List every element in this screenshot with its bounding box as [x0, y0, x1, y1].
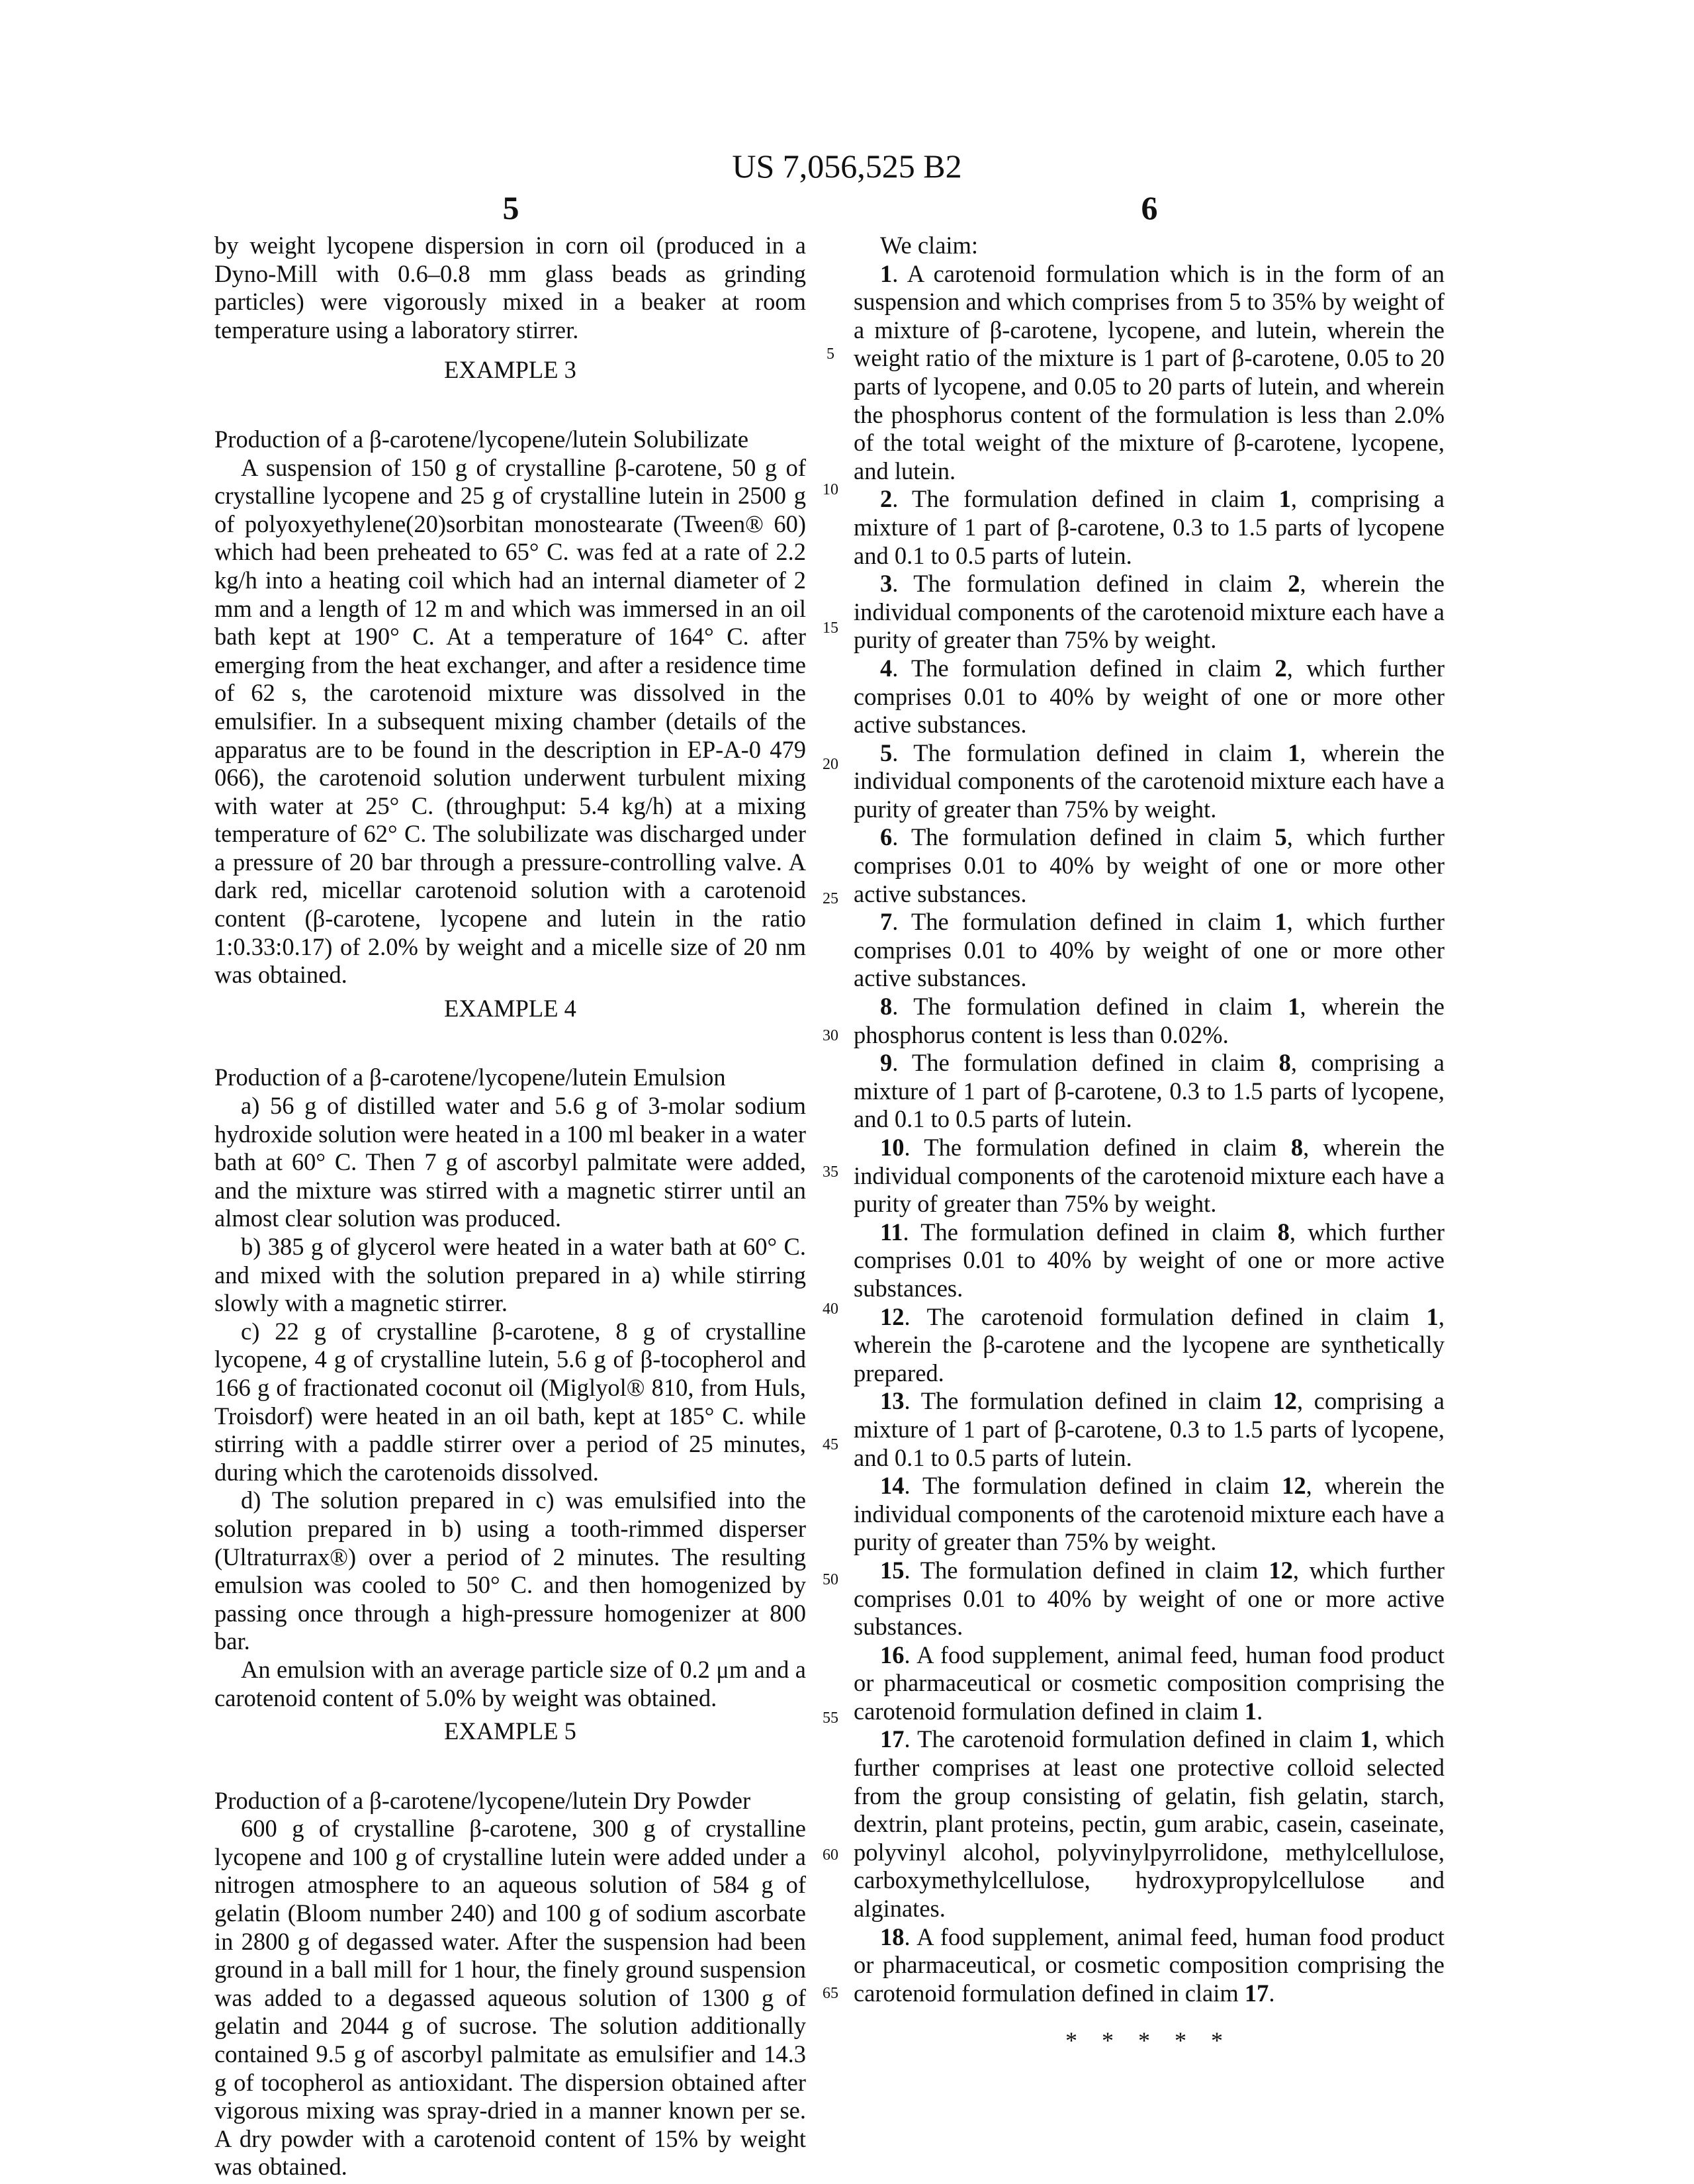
- left-column: [214, 232, 806, 2181]
- line-number: 35: [811, 1163, 850, 1181]
- claim-text: , comprising a mixture of 1 part of β-carotene, 0.3 to 1.5 parts of lycopene, and 0.1 to 0.5 parts of lutein.: [854, 1387, 1445, 1471]
- example-3-text: A suspension of 150 g of crystalline β-carotene, 50 g of crystalline lycopene and 25 g of crystalline lutein in 2500 g of polyoxyethylene(20)sorbitan monostearate (Tween® 60) which had been preheated to 65° C. was fed at a rate of 2.2 kg/h into a heating coil which had an internal diameter of 2 mm and a length of 12 m and which was immersed in an oil bath kept at 190° C. At a temperature of 164° C. after emerging from the heat exchanger, and after a residence time of 62 s, the carotenoid mixture was dissolved in the emulsifier. In a subsequent mixing chamber (details of the apparatus are to be found in the description in EP-A-0 479 066), the carotenoid solution underwent turbulent mixing with water at 25° C. (throughput: 5.4 kg/h) at a mixing temperature of 62° C. The solubilizate was discharged under a pressure of 20 bar through a pressure-controlling valve. A dark red, micellar carotenoid solution with a carotenoid content (β-carotene, lycopene and lutein in the ratio 1:0.33:0.17) of 2.0% by weight and a micelle size of 20 nm was obtained.: [214, 454, 806, 989]
- example-5-text: 600 g of crystalline β-carotene, 300 g of crystalline lycopene and 100 g of crystalline lutein were added under a nitrogen atmosphere to an aqueous solution of 584 g of gelatin (Bloom number 240) and 100 g of sodium ascorbate in 2800 g of degassed water. After the suspension had been ground in a ball mill for 1 hour, the finely ground suspension was added to a degassed aqueous solution of 1300 g of gelatin and 2044 g of sucrose. The solution additionally contained 9.5 g of ascorbyl palmitate as emulsifier and 14.3 g of tocopherol as antioxidant. The dispersion obtained after vigorous mixing was spray-dried in a manner known per se. A dry powder with a carotenoid content of 15% by weight was obtained.: [214, 1815, 806, 2181]
- claim-number: 6: [880, 823, 892, 850]
- claim-text: , comprising a mixture of 1 part of β-carotene, 0.3 to 1.5 parts of lycopene and 0.1 to 0.5 parts of lutein.: [854, 485, 1445, 569]
- claim-text: . The carotenoid formulation defined in claim: [905, 1725, 1360, 1752]
- claim-text: , which further comprises 0.01 to 40% by weight of one or more other active substances.: [854, 908, 1445, 991]
- claim-number: 10: [880, 1134, 905, 1161]
- claim-text: . The formulation defined in claim: [892, 655, 1274, 682]
- claim-18: [854, 1923, 1445, 2008]
- claim-text: , wherein the individual components of the carotenoid mixture each have a purity of greater than 75% by weight.: [854, 1472, 1445, 1555]
- example-3-heading: Production of a β-carotene/lycopene/lutein Solubilizate: [214, 426, 806, 454]
- claim-4: [854, 655, 1445, 739]
- claim-12: [854, 1303, 1445, 1388]
- line-number: 40: [811, 1300, 850, 1318]
- claim-reference: 12: [1282, 1472, 1306, 1499]
- column-number-right: 6: [1083, 189, 1216, 227]
- claim-text: , which further comprises 0.01 to 40% by weight of one or more other active substances.: [854, 823, 1445, 907]
- claim-text: . The formulation defined in claim: [892, 739, 1288, 766]
- claim-2: [854, 485, 1445, 570]
- example-5-title: EXAMPLE 5: [214, 1717, 806, 1746]
- claim-number: 4: [880, 655, 892, 682]
- claim-text: , wherein the phosphorus content is less than 0.02%.: [854, 993, 1445, 1048]
- claim-text: . The formulation defined in claim: [892, 993, 1288, 1020]
- line-number: 20: [811, 756, 850, 774]
- claim-text: , wherein the individual components of the carotenoid mixture each have a purity of greater than 75% by weight.: [854, 1134, 1445, 1217]
- claim-text: , wherein the individual components of the carotenoid mixture each have a purity of greater than 75% by weight.: [854, 739, 1445, 823]
- claim-reference: 1: [1288, 739, 1300, 766]
- claim-3: [854, 570, 1445, 655]
- claim-text: . The formulation defined in claim: [905, 1557, 1269, 1584]
- end-marks: * * * * *: [1065, 2026, 1223, 2054]
- claim-10: [854, 1134, 1445, 1218]
- claim-reference: 1: [1288, 993, 1300, 1020]
- example-3-title: EXAMPLE 3: [214, 356, 806, 385]
- example-5-heading: Production of a β-carotene/lycopene/lutein Dry Powder: [214, 1787, 806, 1815]
- claim-1: [854, 260, 1445, 486]
- example-4-heading: Production of a β-carotene/lycopene/lutein Emulsion: [214, 1064, 806, 1092]
- line-number: 55: [811, 1709, 850, 1727]
- claim-reference: 8: [1279, 1049, 1291, 1076]
- claim-13: [854, 1387, 1445, 1472]
- claim-16: [854, 1641, 1445, 1726]
- claim-text: . A food supplement, animal feed, human food product or pharmaceutical or cosmetic composition comprising the carotenoid formulation defined in claim: [854, 1641, 1445, 1725]
- line-number: 10: [811, 481, 850, 499]
- line-number: 25: [811, 890, 850, 908]
- claim-number: 13: [880, 1387, 905, 1414]
- example-4-step-d: d) The solution prepared in c) was emulsified into the solution prepared in b) using a tooth-rimmed disperser (Ultraturrax®) over a period of 2 minutes. The resulting emulsion was cooled to 50° C. and then homogenized by passing once through a high-pressure homogenizer at 800 bar.: [214, 1486, 806, 1656]
- claim-9: [854, 1049, 1445, 1134]
- claim-text: . The formulation defined in claim: [892, 570, 1288, 597]
- claim-reference: 17: [1245, 1979, 1269, 2007]
- claim-text: . The formulation defined in claim: [905, 1387, 1273, 1414]
- claim-reference: 1: [1275, 908, 1287, 935]
- claim-text: , wherein the individual components of the carotenoid mixture each have a purity of greater than 75% by weight.: [854, 570, 1445, 653]
- claim-14: [854, 1472, 1445, 1557]
- claim-text: , which further comprises at least one protective colloid selected from the group consisting of gelatin, fish gelatin, starch, dextrin, plant proteins, pectin, gum arabic, casein, caseinate, polyvinyl alcohol, polyvinylpyrrolidone, methylcellulose, carboxymethylcellulose, hydroxypropylcellulose and alginates.: [854, 1725, 1445, 1922]
- line-number: 50: [811, 1571, 850, 1589]
- claim-text: , which further comprises 0.01 to 40% by weight of one or more active substances.: [854, 1218, 1445, 1302]
- claim-text: . The carotenoid formulation defined in claim: [905, 1303, 1427, 1330]
- claim-text: . The formulation defined in claim: [905, 1134, 1291, 1161]
- claim-5: [854, 739, 1445, 824]
- claim-8: [854, 993, 1445, 1049]
- example-4-step-c: c) 22 g of crystalline β-carotene, 8 g of crystalline lycopene, 4 g of crystalline lutein, 5.6 g of β-tocopherol and 166 g of fractionated coconut oil (Miglyol® 810, from Huls, Troisdorf) were heated in an oil bath, kept at 185° C. while stirring with a paddle stirrer over a period of 25 minutes, during which the carotenoids dissolved.: [214, 1318, 806, 1487]
- claim-number: 1: [880, 260, 892, 287]
- claim-text: . The formulation defined in claim: [892, 823, 1274, 850]
- claims-list: [854, 260, 1445, 2008]
- claim-reference: 1: [1279, 485, 1291, 512]
- claim-number: 14: [880, 1472, 905, 1499]
- claim-number: 16: [880, 1641, 905, 1668]
- claim-number: 18: [880, 1923, 905, 1950]
- line-number: 15: [811, 619, 850, 637]
- claim-7: [854, 908, 1445, 993]
- claim-15: [854, 1557, 1445, 1641]
- example-4-step-b: b) 385 g of glycerol were heated in a water bath at 60° C. and mixed with the solution prepared in a) while stirring slowly with a magnetic stirrer.: [214, 1233, 806, 1318]
- claim-number: 12: [880, 1303, 905, 1330]
- claim-number: 5: [880, 739, 892, 766]
- claim-reference: 2: [1275, 655, 1287, 682]
- claim-text: . The formulation defined in claim: [892, 1049, 1278, 1076]
- claim-number: 8: [880, 993, 892, 1020]
- claim-reference: 5: [1275, 823, 1287, 850]
- claim-text: . A food supplement, animal feed, human food product or pharmaceutical, or cosmetic composition comprising the carotenoid formulation defined in claim: [854, 1923, 1445, 2007]
- claim-number: 3: [880, 570, 892, 597]
- claim-reference: 2: [1288, 570, 1300, 597]
- claim-text: . The formulation defined in claim: [905, 1472, 1282, 1499]
- claims-intro: We claim:: [854, 232, 1445, 260]
- example-4-step-a: a) 56 g of distilled water and 5.6 g of 3-molar sodium hydroxide solution were heated in a 100 ml beaker in a water bath at 60° C. Then 7 g of ascorbyl palmitate were added, and the mixture was stirred with a magnetic stirrer until an almost clear solution was produced.: [214, 1092, 806, 1233]
- claim-reference: 1: [1427, 1303, 1439, 1330]
- claim-text: , wherein the β-carotene and the lycopene are synthetically prepared.: [854, 1303, 1445, 1387]
- line-number: 60: [811, 1846, 850, 1864]
- claim-6: [854, 823, 1445, 908]
- right-column: [854, 232, 1445, 2007]
- claim-text: . The formulation defined in claim: [892, 485, 1278, 512]
- column-number-left: 5: [445, 189, 577, 227]
- line-number: 30: [811, 1027, 850, 1045]
- claim-number: 2: [880, 485, 892, 512]
- line-number: 45: [811, 1436, 850, 1454]
- claim-number: 17: [880, 1725, 905, 1752]
- line-number: 65: [811, 1985, 850, 2003]
- continuation-paragraph: by weight lycopene dispersion in corn oil (produced in a Dyno-Mill with 0.6–0.8 mm glass beads as grinding particles) were vigorously mixed in a beaker at room temperature using a laboratory stirrer.: [214, 232, 806, 344]
- claim-17: [854, 1725, 1445, 1923]
- claim-text: . A carotenoid formulation which is in the form of an suspension and which comprises from 5 to 35% by weight of a mixture of β-carotene, lycopene, and lutein, wherein the weight ratio of the mixture is 1 part of β-carotene, 0.05 to 20 parts of lycopene, and 0.05 to 20 parts of lutein, and wherein the phosphorus content of the formulation is less than 2.0% of the total weight of the mixture of β-carotene, lycopene, and lutein.: [854, 260, 1445, 484]
- claim-reference: 8: [1291, 1134, 1303, 1161]
- claim-number: 15: [880, 1557, 905, 1584]
- claim-number: 7: [880, 908, 892, 935]
- example-4-title: EXAMPLE 4: [214, 995, 806, 1023]
- claim-text: , which further comprises 0.01 to 40% by weight of one or more other active substances.: [854, 655, 1445, 738]
- claim-number: 9: [880, 1049, 892, 1076]
- claim-text: . The formulation defined in claim: [892, 908, 1274, 935]
- claim-number: 11: [880, 1218, 903, 1246]
- example-4-result: An emulsion with an average particle size of 0.2 μm and a carotenoid content of 5.0% by weight was obtained.: [214, 1656, 806, 1712]
- claim-text: . The formulation defined in claim: [903, 1218, 1278, 1246]
- patent-number: US 7,056,525 B2: [0, 147, 1694, 185]
- claim-reference: 1: [1360, 1725, 1372, 1752]
- claim-11: [854, 1218, 1445, 1303]
- claim-text: , which further comprises 0.01 to 40% by weight of one or more active substances.: [854, 1557, 1445, 1640]
- claim-reference: 12: [1272, 1387, 1297, 1414]
- claim-reference: 8: [1278, 1218, 1290, 1246]
- claim-text: .: [1269, 1979, 1274, 2007]
- claim-reference: 12: [1269, 1557, 1293, 1584]
- claim-reference: 1: [1245, 1698, 1257, 1725]
- claim-text: , comprising a mixture of 1 part of β-carotene, 0.3 to 1.5 parts of lycopene, and 0.1 to 0.5 parts of lutein.: [854, 1049, 1445, 1132]
- claim-text: .: [1257, 1698, 1263, 1725]
- line-number: 5: [811, 345, 850, 363]
